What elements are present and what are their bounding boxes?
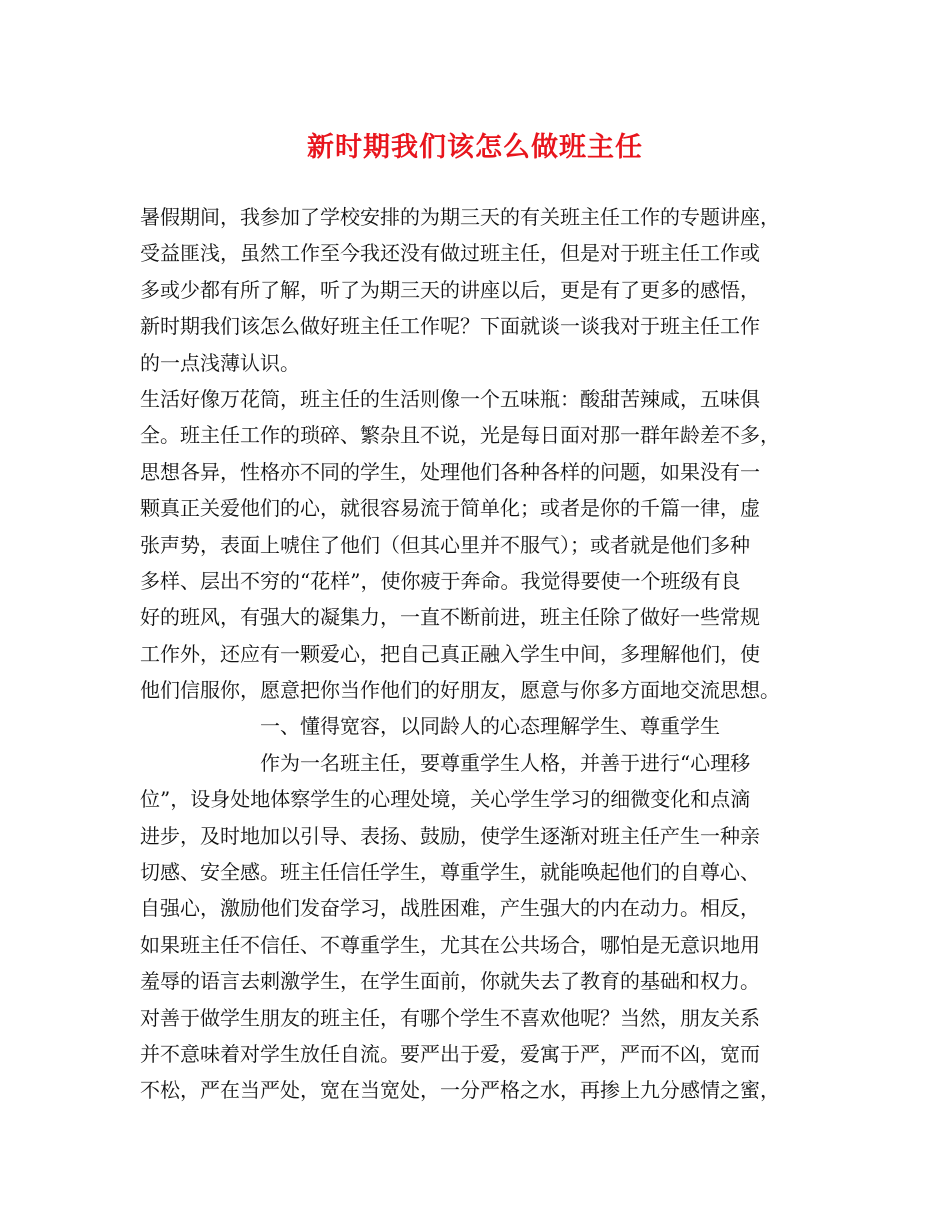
text-line: 全。班主任工作的琐碎、繁杂且不说，光是每日面对那一群年龄差不多， [140, 423, 780, 448]
text-line: 张声势，表面上唬住了他们（但其心里并不服气）；或者就是他们多种 [140, 532, 750, 557]
text-line: 思想各异，性格亦不同的学生，处理他们各种各样的问题，如果没有一 [140, 459, 760, 484]
text-line: 进步，及时地加以引导、表扬、鼓励，使学生逐渐对班主任产生一种亲 [140, 823, 760, 848]
text-line: 多或少都有所了解，听了为期三天的讲座以后，更是有了更多的感悟， [140, 277, 760, 302]
text-line: 的一点浅薄认识。 [140, 350, 300, 375]
indented-text-line: 作为一名班主任，要尊重学生人格，并善于进行“心理移 [260, 750, 751, 775]
text-line: 自强心，激励他们发奋学习，战胜困难，产生强大的内在动力。相反， [140, 896, 760, 921]
text-line: 并不意味着对学生放任自流。要严出于爱，爱寓于严，严而不凶，宽而 [140, 1041, 760, 1066]
text-line: 不松，严在当严处，宽在当宽处，一分严格之水，再掺上九分感情之蜜， [140, 1078, 780, 1103]
text-line: 位”，设身处地体察学生的心理处境，关心学生学习的细微变化和点滴 [140, 787, 751, 812]
text-line: 生活好像万花筒，班主任的生活则像一个五味瓶：酸甜苦辣咸，五味俱 [140, 386, 760, 411]
text-line: 羞辱的语言去刺激学生，在学生面前，你就失去了教育的基础和权力。 [140, 969, 760, 994]
indented-text-line: 一、懂得宽容，以同龄人的心态理解学生、尊重学生 [260, 714, 720, 739]
text-line: 对善于做学生朋友的班主任，有哪个学生不喜欢他呢？当然，朋友关系 [140, 1005, 760, 1030]
text-line: 好的班风，有强大的凝集力，一直不断前进，班主任除了做好一些常规 [140, 605, 760, 630]
text-line: 新时期我们该怎么做好班主任工作呢？下面就谈一谈我对于班主任工作 [140, 314, 760, 339]
text-line: 颗真正关爱他们的心，就很容易流于简单化；或者是你的千篇一律，虚 [140, 496, 760, 521]
text-line: 多样、层出不穷的“花样”，使你疲于奔命。我觉得要使一个班级有良 [140, 568, 741, 593]
document-body [140, 199, 830, 1109]
text-line: 受益匪浅，虽然工作至今我还没有做过班主任，但是对于班主任工作或 [140, 241, 760, 266]
text-line: 他们信服你，愿意把你当作他们的好朋友，愿意与你多方面地交流思想。 [140, 678, 780, 703]
text-line: 工作外，还应有一颗爱心，把自己真正融入学生中间，多理解他们，使 [140, 641, 760, 666]
text-line: 如果班主任不信任、不尊重学生，尤其在公共场合，哪怕是无意识地用 [140, 932, 760, 957]
document-title: 新时期我们该怎么做班主任 [307, 132, 643, 163]
text-line: 切感、安全感。班主任信任学生，尊重学生，就能唤起他们的自尊心、 [140, 860, 760, 885]
text-line: 暑假期间，我参加了学校安排的为期三天的有关班主任工作的专题讲座， [140, 205, 780, 229]
